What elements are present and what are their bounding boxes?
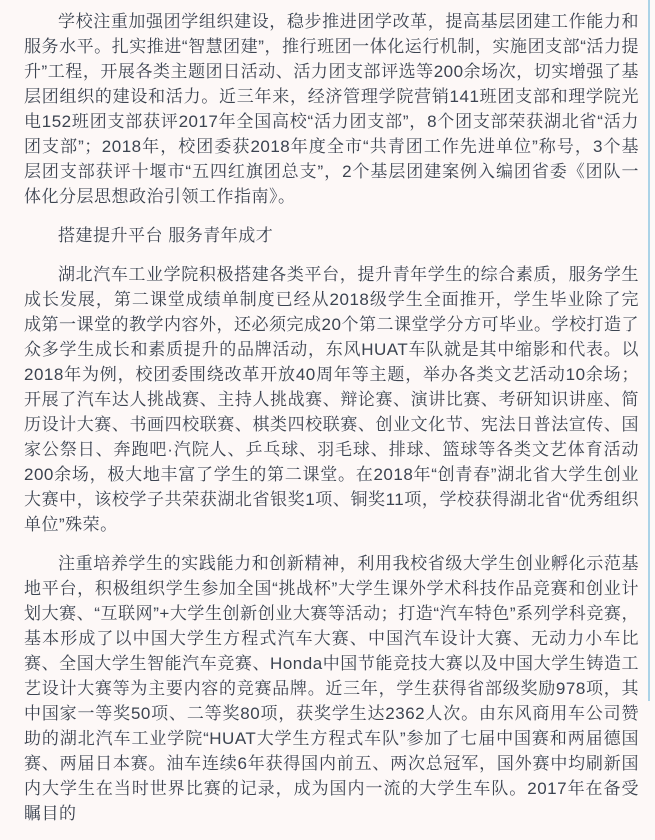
right-edge-divider: [648, 0, 650, 701]
paragraph-innovation-practice: 注重培养学生的实践能力和创新精神，利用我校省级大学生创业孵化示范基地平台，积极组织学生参加全国“挑战杯”大学生课外学术科技作品竞赛和创业计划大赛、“互联网”+大学生创新创业大赛等活动；打造“汽车特色”系列学科竞赛，基本形成了以中国大学生方程式汽车大赛、中国汽车设计大赛、无动力小车比赛、全国大学生智能汽车竞赛、Honda中国节能竞技大赛以及中国大学生铸造工艺设计大赛等为主要内容的竞赛品牌。近三年，学生获得省部级奖励978项，其中国家一等奖50项、二等奖80项，获奖学生达2362人次。由东风商用车公司赞助的湖北汽车工业学院“HUAT大学生方程式车队”参加了七届中国赛和两届德国赛、两届日本赛。油车连续6年获得国内前五、两次总冠军，国外赛中均刷新国内大学生在当时世界比赛的记录，成为国内一流的大学生车队。2017年在备受瞩目的: [24, 554, 639, 823]
section-subheading: 搭建提升平台 服务青年成才: [58, 226, 274, 245]
paragraph-platform-building: 湖北汽车工业学院积极搭建各类平台，提升青年学生的综合素质，服务学生成长发展，第二课堂成绩单制度已经从2018级学生全面推开，学生毕业除了完成第一课堂的教学内容外，还必须完成20个第二课堂学分方可毕业。学校打造了众多学生成长和素质提升的品牌活动，东风HUAT车队就是其中缩影和代表。以2018年为例，校团委围绕改革开放40周年等主题，举办各类文艺活动10余场；开展了汽车达人挑战赛、主持人挑战赛、辩论赛、演讲比赛、考研知识讲座、简历设计大赛、书画四校联赛、棋类四校联赛、创业文化节、宪法日普法宣传、国家公祭日、奔跑吧·汽院人、乒乓球、羽毛球、排球、篮球等各类文艺体育活动200余场，极大地丰富了学生的第二课堂。在2018年“创青春”湖北省大学生创业大赛中，该校学子共荣获湖北省银奖1项、铜奖11项，学校获得湖北省“优秀组织单位”殊荣。: [24, 265, 639, 534]
paragraph-league-building: 学校注重加强团学组织建设，稳步推进团学改革，提高基层团建工作能力和服务水平。扎实推进“智慧团建”，推行班团一体化运行机制，实施团支部“活力提升”工程，开展各类主题团日活动、活力团支部评选等200余场次，切实增强了基层团组织的建设和活力。近三年来，经济管理学院营销141班团支部和理学院光电152班团支部获评2017年全国高校“活力团支部”，8个团支部荣获湖北省“活力团支部”；2018年，校团委获2018年度全市“共青团工作先进单位”称号，3个基层团支部获评十堰市“五四红旗团总支”，2个基层团建案例入编团省委《团队一体化分层思想政治引领工作指南》。: [24, 12, 639, 206]
